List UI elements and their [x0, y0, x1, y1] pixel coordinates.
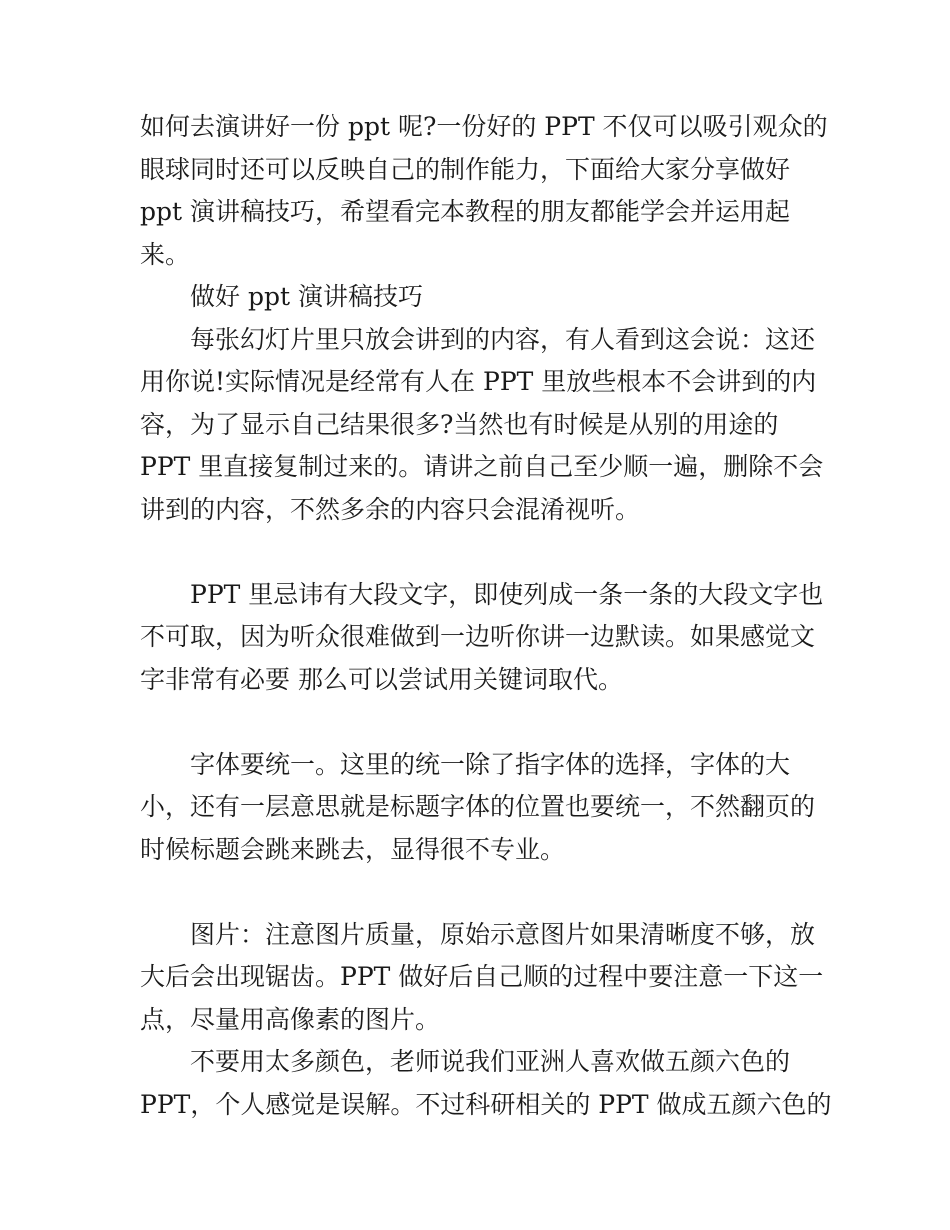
- text-line: 容，为了显示自己结果很多?当然也有时候是从别的用途的: [140, 409, 779, 439]
- paragraph-gap: [140, 531, 815, 574]
- text-line: 点，尽量用高像素的图片。: [140, 1004, 441, 1034]
- text-line: 如何去演讲好一份 ppt 呢?一份好的 PPT 不仅可以吸引观众的: [140, 112, 828, 141]
- text-line: 讲到的内容，不然多余的内容只会混淆视听。: [140, 494, 641, 524]
- intro-paragraph: [140, 106, 828, 276]
- text-line: 每张幻灯片里只放会讲到的内容，有人看到这会说：这还: [190, 324, 816, 354]
- text-line: 不要用太多颜色，老师说我们亚洲人喜欢做五颜六色的: [190, 1047, 791, 1076]
- text-line: 字非常有必要 那么可以尝试用关键词取代。: [140, 664, 623, 694]
- tip-paragraph-colors: [140, 1041, 832, 1126]
- text-line: 小，还有一层意思就是标题字体的位置也要统一，不然翻页的: [140, 792, 816, 821]
- text-line: 图片：注意图片质量，原始示意图片如果清晰度不够，放: [190, 919, 816, 949]
- tip-paragraph-font: [140, 744, 815, 872]
- text-line: 大后会出现锯齿。PPT 做好后自己顺的过程中要注意一下这一: [140, 962, 824, 991]
- paragraph-gap: [140, 701, 815, 744]
- text-line: PPT 里直接复制过来的。请讲之前自己至少顺一遍，删除不会: [140, 452, 824, 481]
- text-line: 眼球同时还可以反映自己的制作能力，下面给大家分享做好: [140, 154, 791, 184]
- tip-paragraph-images: [140, 914, 824, 1042]
- text-line: 时候标题会跳来跳去，显得很不专业。: [140, 834, 566, 864]
- tip-paragraph-text: [140, 574, 824, 702]
- text-line: 字体要统一。这里的统一除了指字体的选择，字体的大: [190, 749, 791, 779]
- paragraph-gap: [140, 871, 815, 914]
- section-heading: [140, 276, 815, 319]
- heading-line: 做好 ppt 演讲稿技巧: [190, 282, 423, 311]
- text-line: 不可取，因为听众很难做到一边听你讲一边默读。如果感觉文: [140, 622, 816, 651]
- text-line: PPT 里忌讳有大段文字，即使列成一条一条的大段文字也: [190, 579, 824, 609]
- document-page: [140, 106, 832, 1126]
- text-line: 用你说!实际情况是经常有人在 PPT 里放些根本不会讲到的内: [140, 367, 817, 396]
- text-line: PPT，个人感觉是误解。不过科研相关的 PPT 做成五颜六色的: [140, 1089, 832, 1119]
- tip-paragraph-content: [140, 319, 824, 532]
- text-line: 来。: [140, 239, 191, 269]
- text-line: ppt 演讲稿技巧，希望看完本教程的朋友都能学会并运用起: [140, 197, 791, 226]
